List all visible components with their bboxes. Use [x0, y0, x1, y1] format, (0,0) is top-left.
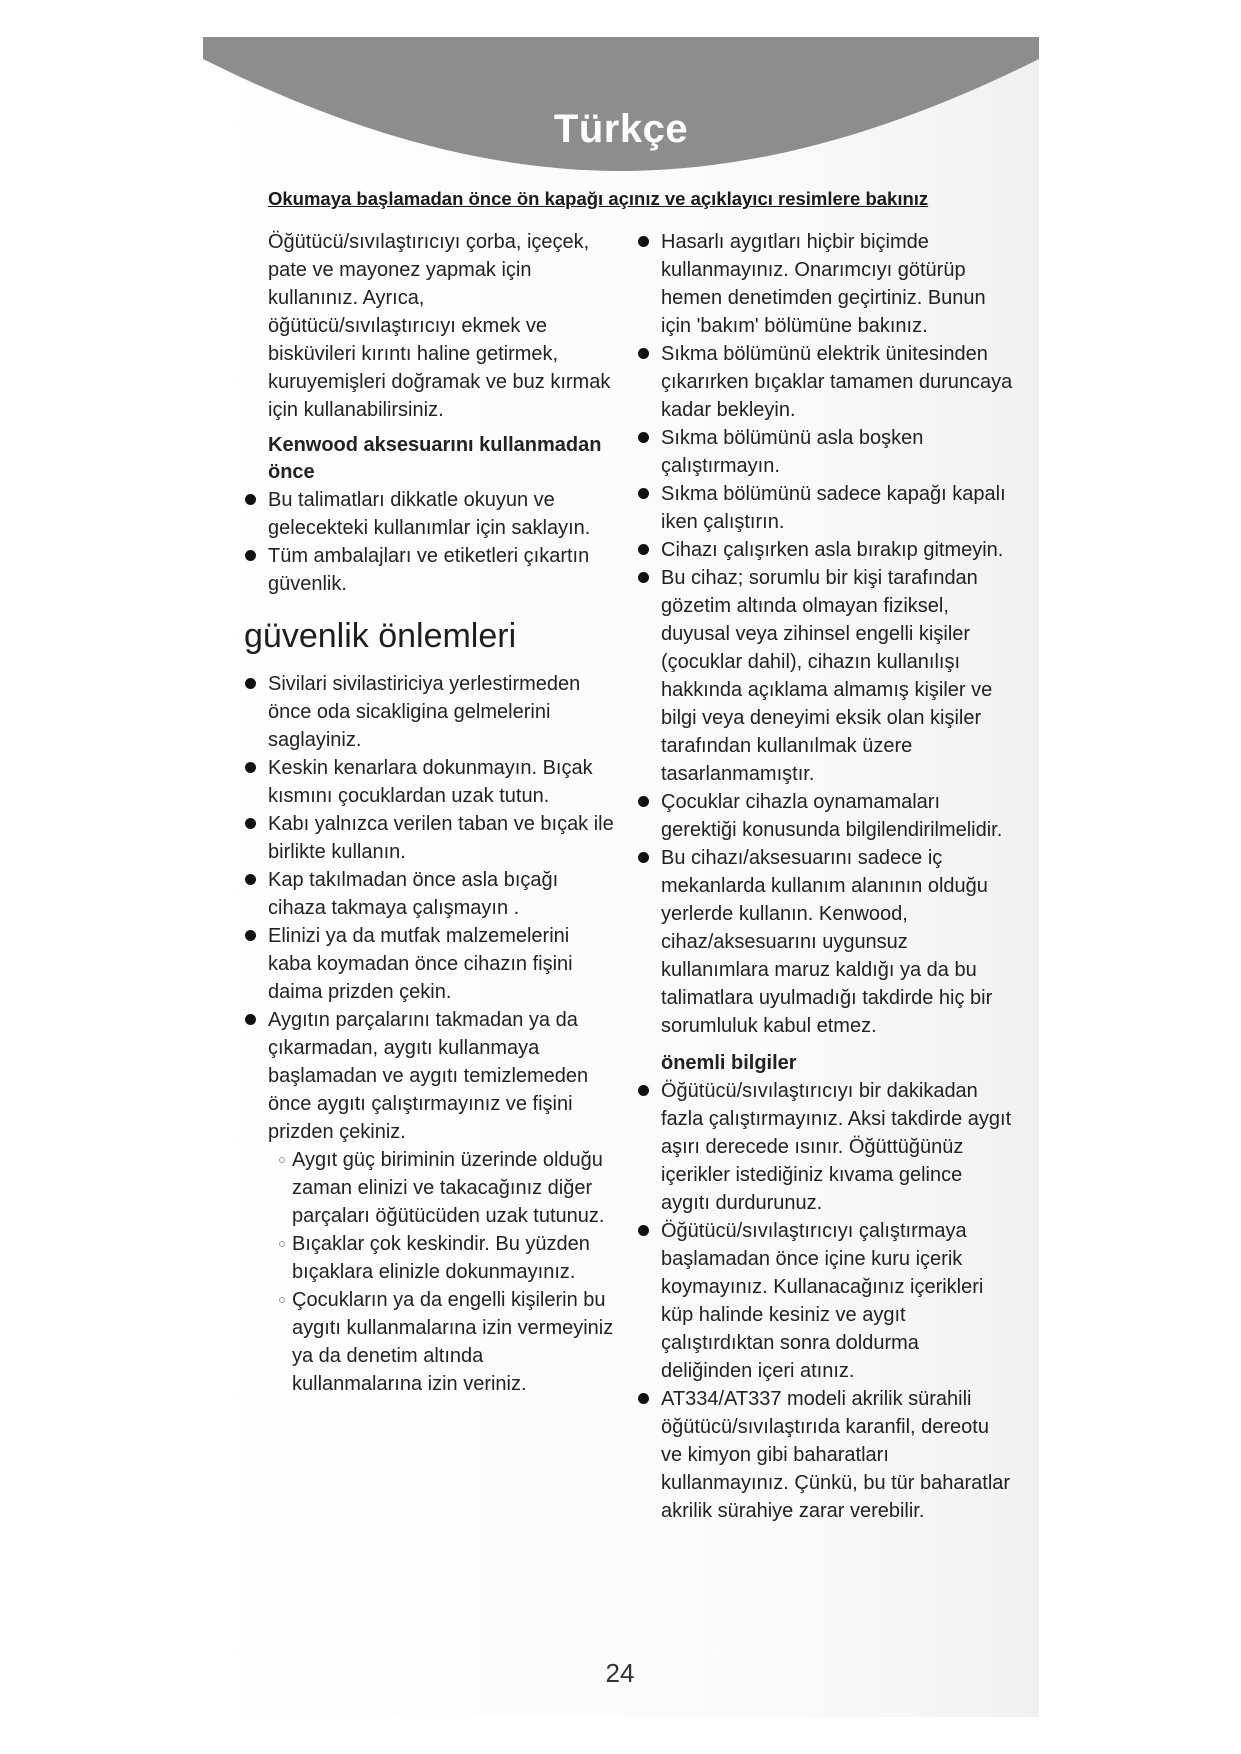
list-item: Öğütücü/sıvılaştırıcıyı bir dakikadan fazla çalıştırmayınız. Aksi takdirde aygıt aşırı derecede ısınır. Öğüttüğünüz içerikler istediğiniz kıvama gelince aygıtı durdurunuz. [637, 1077, 1015, 1217]
sub-list-item: Aygıt güç biriminin üzerinde olduğu zaman elinizi ve takacağınız diğer parçaları öğütücüden uzak tutunuz. [268, 1146, 614, 1230]
bullet-icon [638, 348, 649, 359]
safety-section-title: güvenlik önlemleri [244, 617, 517, 655]
sub-bullet-icon [279, 1297, 285, 1303]
list-item: Sivilari sivilastiriciya yerlestirmeden önce oda sicakligina gelmelerini saglayiniz. [244, 670, 614, 754]
list-item: Sıkma bölümünü elektrik ünitesinden çıkarırken bıçaklar tamamen duruncaya kadar bekleyin. [637, 340, 1015, 424]
language-title: Türkçe [553, 107, 689, 151]
list-item: Kap takılmadan önce asla bıçağı cihaza takmaya çalışmayın . [244, 866, 614, 922]
page-number: 24 [605, 1658, 635, 1688]
list-item: Cihazı çalışırken asla bırakıp gitmeyin. [637, 536, 1015, 564]
sub-list-item: Çocukların ya da engelli kişilerin bu aygıtı kullanmalarına izin vermeyiniz ya da denetim altında kullanmalarına izin veriniz. [268, 1286, 614, 1398]
bullet-icon [638, 852, 649, 863]
important-info-list [637, 1077, 1015, 1525]
bullet-icon [245, 818, 256, 829]
list-item: Hasarlı aygıtları hiçbir biçimde kullanmayınız. Onarımcıyı götürüp hemen denetimden geçirtiniz. Bunun için 'bakım' bölümüne bakınız. [637, 228, 1015, 340]
list-item: Tüm ambalajları ve etiketleri çıkartın güvenlik. [244, 542, 614, 598]
bullet-icon [638, 488, 649, 499]
bullet-icon [638, 1393, 649, 1404]
bullet-icon [245, 762, 256, 773]
list-item: Kabı yalnızca verilen taban ve bıçak ile birlikte kullanın. [244, 810, 614, 866]
bullet-icon [245, 494, 256, 505]
left-column [244, 228, 614, 1398]
list-item: Öğütücü/sıvılaştırıcıyı çalıştırmaya başlamadan önce içine kuru içerik koymayınız. Kullanacağınız içerikleri küp halinde kesiniz ve aygıt çalıştırdıktan sonra doldurma deliğinden içeri atınız. [637, 1217, 1015, 1385]
safety-list [244, 670, 614, 1398]
important-info-heading: önemli bilgiler [661, 1052, 797, 1074]
bullet-icon [245, 874, 256, 885]
sub-list [244, 1146, 614, 1398]
bullet-icon [638, 236, 649, 247]
bullet-icon [638, 432, 649, 443]
bullet-icon [638, 1085, 649, 1096]
bullet-icon [638, 544, 649, 555]
bullet-icon [638, 796, 649, 807]
bullet-icon [638, 572, 649, 583]
safety-list-continued [637, 228, 1015, 1040]
list-item: Elinizi ya da mutfak malzemelerini kaba koymadan önce cihazın fişini daima prizden çekin. [244, 922, 614, 1006]
language-header [203, 37, 1039, 171]
instruction-subtitle: Okumaya başlamadan önce ön kapağı açınız ve açıklayıcı resimlere bakınız [268, 188, 929, 209]
sub-bullet-icon [279, 1241, 285, 1247]
bullet-icon [245, 1014, 256, 1025]
list-item: AT334/AT337 modeli akrilik sürahili öğütücü/sıvılaştırıda karanfil, dereotu ve kimyon gibi baharatları kullanmayınız. Çünkü, bu tür baharatlar akrilik sürahiye zarar verebilir. [637, 1385, 1015, 1525]
sub-bullet-icon [279, 1157, 285, 1163]
list-item: Bu cihazı/aksesuarını sadece iç mekanlarda kullanım alanının olduğu yerlerde kullanın. Kenwood, cihaz/aksesuarını uygunsuz kullanımlara maruz kaldığı ya da bu talimatlara uyulmadığı takdirde hiç bir sorumluluk kabul etmez. [637, 844, 1015, 1040]
right-column [637, 228, 1015, 1525]
list-item: Sıkma bölümünü sadece kapağı kapalı iken çalıştırın. [637, 480, 1015, 536]
bullet-icon [245, 930, 256, 941]
bullet-icon [245, 678, 256, 689]
intro-paragraph: Öğütücü/sıvılaştırıcıyı çorba, içeçek, pate ve mayonez yapmak için kullanınız. Ayrıca, öğütücü/sıvılaştırıcıyı ekmek ve bisküvileri kırıntı haline getirmek, kuruyemişleri doğramak ve buz kırmak için kullanabilirsiniz. [268, 231, 611, 421]
before-use-heading: Kenwood aksesuarını kullanmadan önce [268, 434, 602, 483]
list-item: Bu cihaz; sorumlu bir kişi tarafından gözetim altında olmayan fiziksel, duyusal veya zihinsel engelli kişiler (çocuklar dahil), cihazın kullanılışı hakkında açıklama almamış kişiler ve bilgi veya deneyimi eksik olan kişiler tarafından kullanılmak üzere tasarlanmamıştır. [637, 564, 1015, 788]
list-item: Bu talimatları dikkatle okuyun ve gelecekteki kullanımlar için saklayın. [244, 486, 614, 542]
list-item: Çocuklar cihazla oynamamaları gerektiği konusunda bilgilendirilmelidir. [637, 788, 1015, 844]
list-item: Keskin kenarlara dokunmayın. Bıçak kısmını çocuklardan uzak tutun. [244, 754, 614, 810]
before-use-list [244, 486, 614, 598]
list-item: Aygıtın parçalarını takmadan ya da çıkarmadan, aygıtı kullanmaya başlamadan ve aygıtı temizlemeden önce aygıtı çalıştırmayınız ve fişini prizden çekiniz. Aygıt güç biriminin üzerinde olduğu zaman elinizi ve takacağınız diğer parçaları öğütücüden uzak tutunuz. Bıçaklar çok keskindir. Bu yüzden bıçaklara elinizle dokunmayınız. Çocukların ya da engelli kişilerin bu aygıtı kullanmalarına izin vermeyiniz ya da denetim altında kullanmalarına izin veriniz. [244, 1006, 614, 1398]
list-item: Sıkma bölümünü asla boşken çalıştırmayın. [637, 424, 1015, 480]
bullet-icon [245, 550, 256, 561]
bullet-icon [638, 1225, 649, 1236]
sub-list-item: Bıçaklar çok keskindir. Bu yüzden bıçaklara elinizle dokunmayınız. [268, 1230, 614, 1286]
